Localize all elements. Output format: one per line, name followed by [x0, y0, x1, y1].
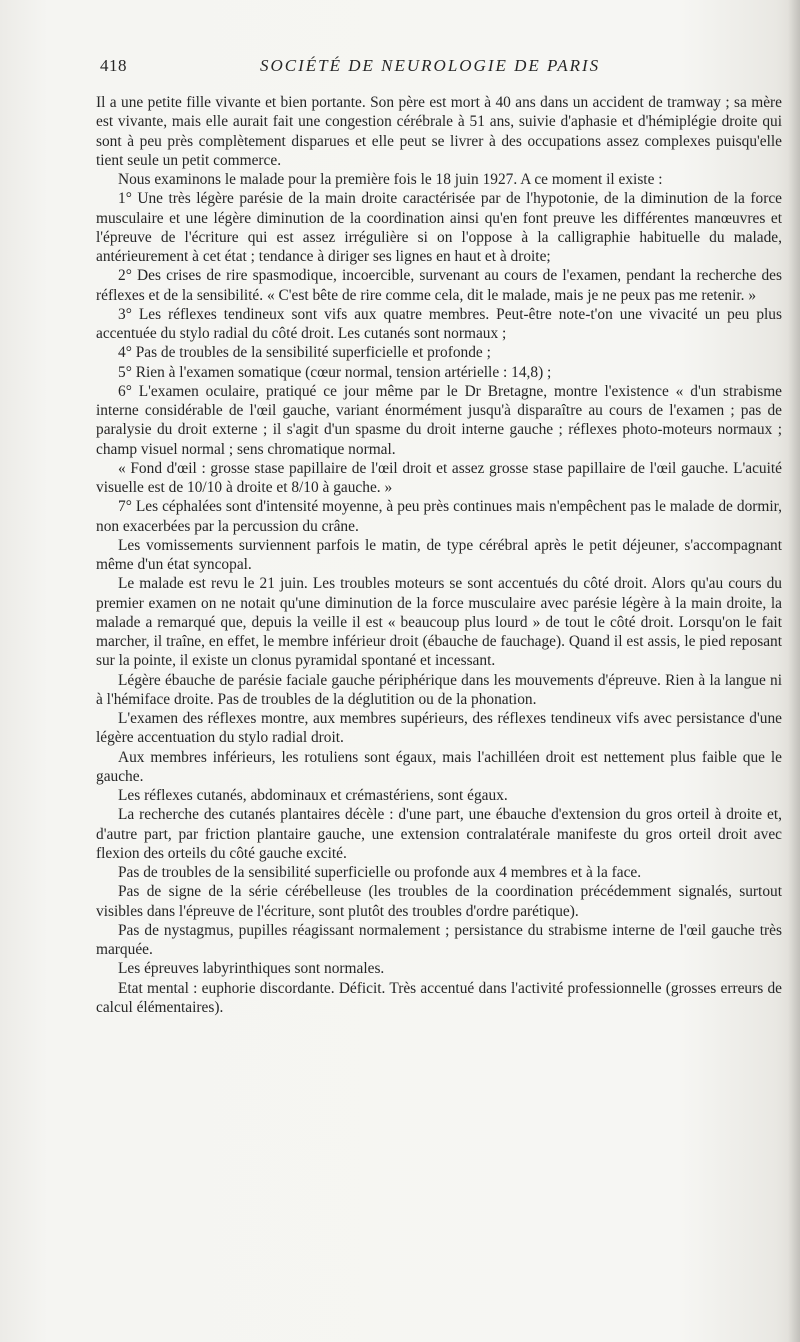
paragraph: 3° Les réflexes tendineux sont vifs aux quatre membres. Peut-être note-t'on une vivacité un peu plus accentuée du stylo radial du côté droit. Les cutanés sont normaux ; [96, 305, 782, 342]
paragraph: Les vomissements surviennent parfois le matin, de type cérébral après le petit déjeuner, s'accompagnant même d'un état syncopal. [96, 536, 782, 573]
paragraph: Il a une petite fille vivante et bien portante. Son père est mort à 40 ans dans un accident de tramway ; sa mère est vivante, mais elle aurait fait une congestion cérébrale à 51 ans, suivie d'aphasie et d'hémiplégie droite qui sont à peu près complètement disparues et elle peut se livrer à des occupations assez complexes puisqu'elle tient seule un petit commerce. [96, 94, 782, 169]
paragraph: « Fond d'œil : grosse stase papillaire de l'œil droit et assez grosse stase papillaire de l'œil gauche. L'acuité visuelle est de 10/10 à droite et 8/10 à gauche. » [96, 459, 782, 496]
paragraph: Pas de signe de la série cérébelleuse (les troubles de la coordination précédemment signalés, surtout visibles dans l'épreuve de l'écriture, sont plutôt des troubles d'ordre parétique). [96, 883, 782, 920]
paragraph: 5° Rien à l'examen somatique (cœur normal, tension artérielle : 14,8) ; [118, 363, 552, 381]
page-header [100, 56, 790, 78]
paragraph: L'examen des réflexes montre, aux membres supérieurs, des réflexes tendineux vifs avec persistance d'une légère accentuation du stylo radial droit. [96, 710, 782, 747]
paragraph: 6° L'examen oculaire, pratiqué ce jour même par le Dr Bretagne, montre l'existence « d'un strabisme interne considérable de l'œil gauche, variant énormément jusqu'à disparaître au cours de l'examen ; pas de paralysie du droit externe ; il s'agit d'un spasme du droit interne gauche ; réflexes photo-moteurs normaux ; champ visuel normal ; sens chromatique normal. [96, 382, 782, 458]
body-text [96, 93, 782, 1017]
paragraph: 4° Pas de troubles de la sensibilité superficielle et profonde ; [118, 344, 491, 362]
running-title: SOCIÉTÉ DE NEUROLOGIE DE PARIS [260, 56, 601, 75]
paragraph: 1° Une très légère parésie de la main droite caractérisée par de l'hypotonie, de la diminution de la force musculaire et une légère diminution de la coordination ainsi qu'en font preuve les différentes manœuvres et l'épreuve de l'écriture qui est assez irrégulière si on l'oppose à la calligraphie habituelle du malade, antérieurement à cet état ; tendance à diriger ses lignes en haut et à droite; [96, 190, 782, 265]
paragraph: 2° Des crises de rire spasmodique, incoercible, survenant au cours de l'examen, pendant la recherche des réflexes et de la sensibilité. « C'est bête de rire comme cela, dit le malade, mais je ne peux pas me retenir. » [96, 267, 782, 304]
paragraph: Les épreuves labyrinthiques sont normales. [118, 960, 385, 978]
paragraph: Pas de nystagmus, pupilles réagissant normalement ; persistance du strabisme interne de l'œil gauche très marquée. [96, 921, 782, 958]
paragraph: Pas de troubles de la sensibilité superficielle ou profonde aux 4 membres et à la face. [118, 864, 642, 881]
paragraph: Nous examinons le malade pour la première fois le 18 juin 1927. A ce moment il existe : [118, 171, 663, 188]
paragraph: 7° Les céphalées sont d'intensité moyenne, à peu près continues mais n'empêchent pas le malade de dormir, non exacerbées par la percussion du crâne. [96, 498, 782, 535]
paragraph: Aux membres inférieurs, les rotuliens sont égaux, mais l'achilléen droit est nettement plus faible que le gauche. [96, 748, 782, 785]
paragraph: Les réflexes cutanés, abdominaux et crémastériens, sont égaux. [118, 787, 508, 804]
page-number: 418 [100, 56, 127, 75]
page-edge-shadow [788, 0, 800, 1342]
paragraph: La recherche des cutanés plantaires décèle : d'une part, une ébauche d'extension du gros orteil à droite et, d'autre part, par friction plantaire gauche, une extension contralatérale manifeste du gros orteil droit avec flexion des orteils du côté gauche excité. [96, 806, 782, 862]
paragraph: Etat mental : euphorie discordante. Déficit. Très accentué dans l'activité professionnelle (grosses erreurs de calcul élémentaires). [96, 979, 782, 1016]
paragraph: Légère ébauche de parésie faciale gauche périphérique dans les mouvements d'épreuve. Rien à la langue ni à l'hémiface droite. Pas de troubles de la déglutition ou de la phonation. [96, 671, 782, 708]
paragraph: Le malade est revu le 21 juin. Les troubles moteurs se sont accentués du côté droit. Alors qu'au cours du premier examen on ne notait qu'une diminution de la force musculaire avec parésie légère à la main droite, la malade a remarqué que, depuis la veille il est « beaucoup plus lourd » de tout le côté droit. Lorsqu'on le fait marcher, il traîne, en effet, le membre inférieur droit (ébauche de fauchage). Quand il est assis, le pied reposant sur la pointe, il existe un clonus pyramidal spontané et incessant. [96, 575, 782, 670]
